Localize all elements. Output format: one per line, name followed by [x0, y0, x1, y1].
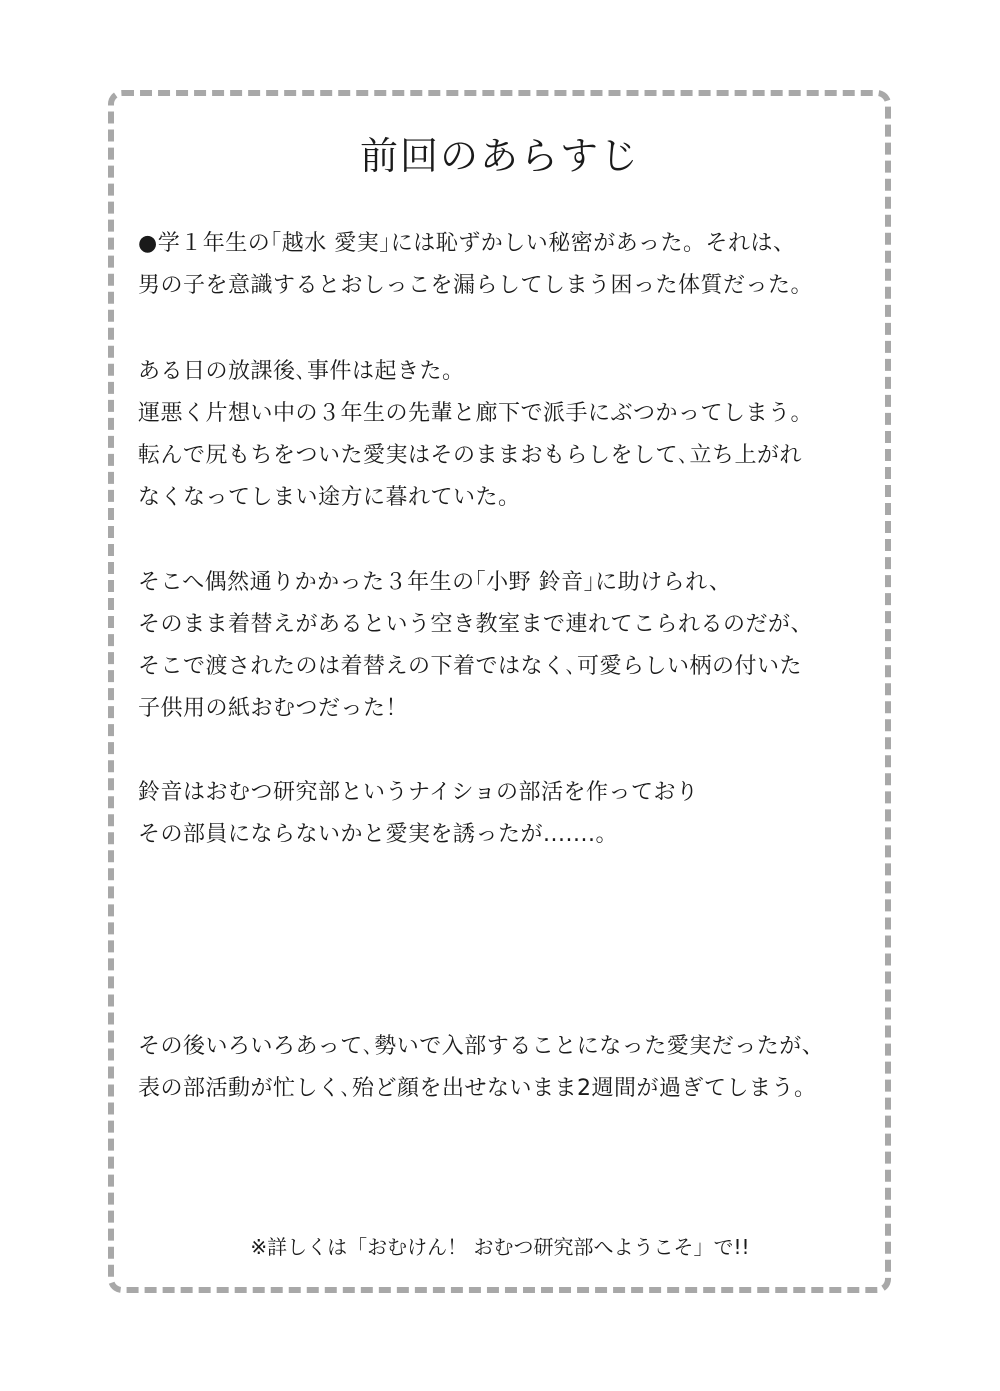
paragraph-2-line-4: なくなってしまい途方に暮れていた。	[138, 485, 521, 510]
paragraph-3-line-1: そこへ偶然通りかかった３年生の｢小野 鈴音｣に助けられ、	[138, 570, 732, 595]
paragraph-2-line-3: 転んで尻もちをついた愛実はそのままおもらしをして､立ち上がれ	[138, 443, 803, 468]
paragraph-3-line-3: そこで渡されたのは着替えの下着ではなく､可愛らしい柄の付いた	[138, 654, 803, 679]
paragraph-2-line-1: ある日の放課後､事件は起きた。	[138, 359, 465, 384]
page-title: 前回のあらすじ	[359, 134, 640, 178]
paragraph-3-line-4: 子供用の紙おむつだった！	[138, 696, 409, 721]
paragraph-1-line-2: 男の子を意識するとおしっこを漏らしてしまう困った体質だった。	[138, 273, 814, 298]
paragraph-4-line-2: その部員にならないかと愛実を誘ったが.......。	[138, 822, 618, 847]
paragraph-4-line-1: 鈴音はおむつ研究部というナイショの部活を作っており	[138, 780, 699, 805]
paragraph-3-line-2: そのまま着替えがあるという空き教室まで連れてこられるのだが、	[138, 612, 814, 637]
footnote: ※詳しくは「おむけん！ おむつ研究部へようこそ」で!!	[250, 1235, 750, 1259]
paragraph-5-line-2: 表の部活動が忙しく､殆ど顔を出せないまま2週間が過ぎてしまう。	[138, 1076, 817, 1101]
paragraph-5-line-1: その後いろいろあって､勢いで入部することになった愛実だったが、	[138, 1034, 825, 1059]
paragraph-1-line-1: ●学１年生の｢越水 愛実｣には恥ずかしい秘密があった。それは、	[138, 231, 796, 256]
paragraph-2-line-2: 運悪く片想い中の３年生の先輩と廊下で派手にぶつかってしまう。	[138, 401, 814, 426]
